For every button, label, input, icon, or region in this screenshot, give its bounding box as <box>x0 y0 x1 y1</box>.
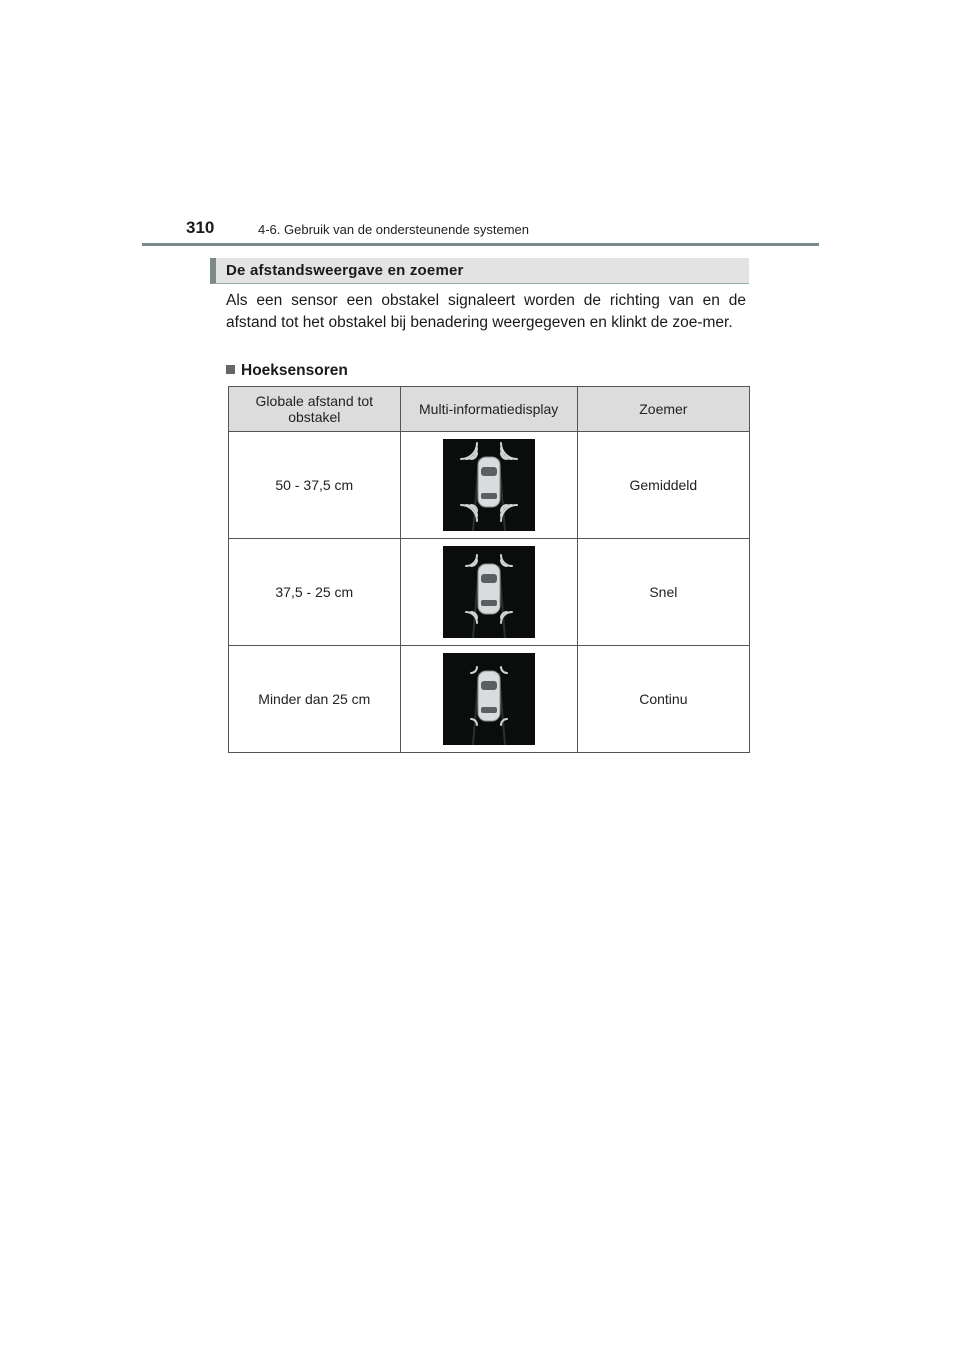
intro-paragraph: Als een sensor een obstakel signaleert worden de richting van en de afstand tot het obstakel bij benadering weergegeven en klinkt de zoe-mer. <box>226 292 746 331</box>
windshield <box>481 681 497 690</box>
section-heading-text: De afstandsweergave en zoemer <box>226 262 464 279</box>
display-cell <box>400 646 577 753</box>
display-cell <box>400 539 577 646</box>
rear-window <box>481 493 497 499</box>
table-row <box>229 646 750 753</box>
windshield <box>481 467 497 476</box>
display-image <box>443 653 535 745</box>
car-icon <box>478 564 500 614</box>
distance-cell: Minder dan 25 cm <box>229 646 401 753</box>
table-row <box>229 539 750 646</box>
buzzer-cell: Snel <box>577 539 749 646</box>
header-buzzer: Zoemer <box>577 387 749 432</box>
display-image <box>443 439 535 531</box>
table-header-row <box>229 387 750 432</box>
chapter-title: 4-6. Gebruik van de ondersteunende systemen <box>258 222 530 237</box>
buzzer-cell: Gemiddeld <box>577 432 749 539</box>
header-rule <box>142 243 819 246</box>
header-distance: Globale afstand tot obstakel <box>229 387 401 432</box>
header-display: Multi-informatiedisplay <box>400 387 577 432</box>
section-heading <box>210 258 749 284</box>
subheading <box>226 362 348 380</box>
table-row <box>229 432 750 539</box>
sensor-table <box>228 386 750 753</box>
car-icon <box>478 457 500 507</box>
display-image <box>443 546 535 638</box>
buzzer-cell: Continu <box>577 646 749 753</box>
rear-window <box>481 600 497 606</box>
distance-cell: 37,5 - 25 cm <box>229 539 401 646</box>
rear-window <box>481 707 497 713</box>
windshield <box>481 574 497 583</box>
car-icon <box>478 671 500 721</box>
distance-cell: 50 - 37,5 cm <box>229 432 401 539</box>
subheading-text: Hoeksensoren <box>241 362 348 379</box>
page-number: 310 <box>186 218 215 237</box>
display-cell <box>400 432 577 539</box>
square-bullet-icon <box>226 365 235 374</box>
